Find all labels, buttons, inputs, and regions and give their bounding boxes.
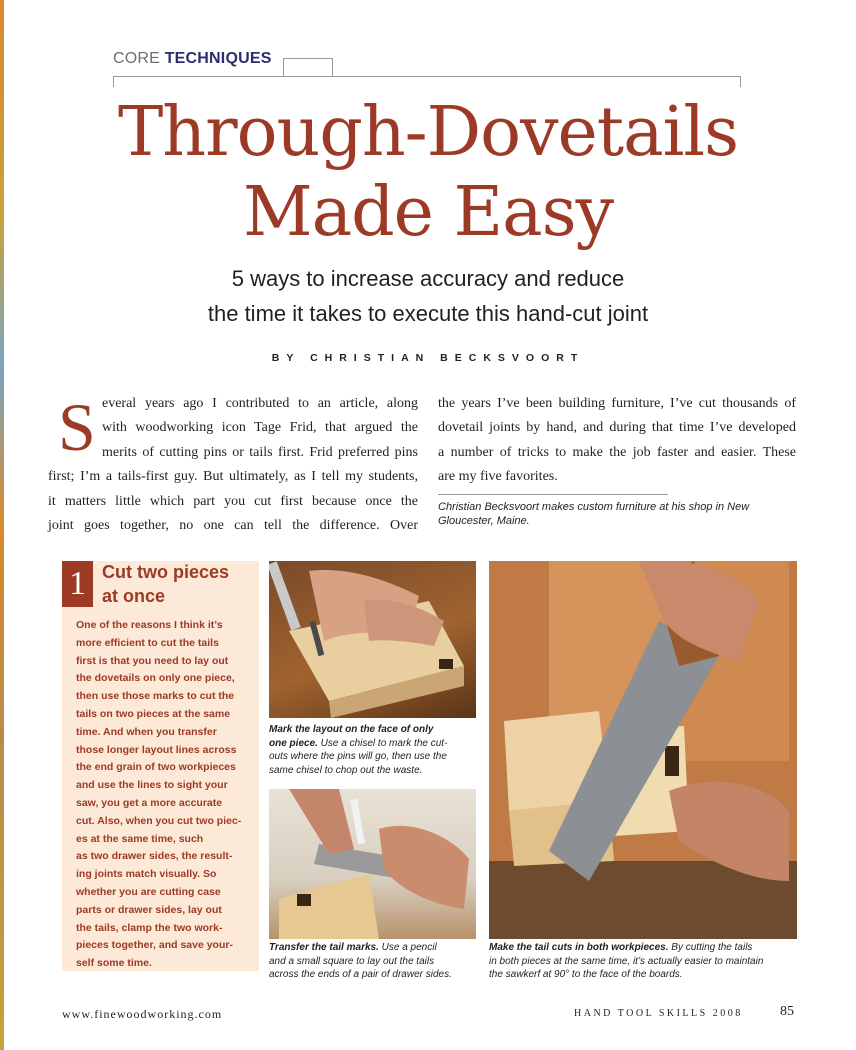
tip-number: 1 <box>62 561 93 607</box>
section-label-techniques: TECHNIQUES <box>164 50 272 67</box>
page-edge-strip <box>0 0 4 1050</box>
article-title-line-2: Made Easy <box>242 173 614 252</box>
photo-saw-tails-art <box>489 561 797 939</box>
byline: BY CHRISTIAN BECKSVOORT <box>271 352 585 364</box>
caption-text: in both pieces at the same time, it’s actually easier to maintain <box>489 955 764 967</box>
caption-text: Use a chisel to mark the cut- <box>317 737 448 749</box>
section-label <box>113 50 272 68</box>
tip-body-line: whether you are cutting case <box>76 885 221 898</box>
tip-body-line: and use the lines to sight your <box>76 779 228 792</box>
caption-text: the sawkerf at 90° to the face of the boards. <box>489 969 683 980</box>
tip-body-line: the end grain of two workpieces <box>76 761 236 774</box>
page-number: 85 <box>780 1004 794 1019</box>
tip-body-line: more efficient to cut the tails <box>76 636 219 649</box>
caption-bold: one piece. <box>269 737 318 749</box>
tip-body-line: tails on two pieces at the same <box>76 707 231 720</box>
caption-bold: Make the tail cuts in both workpieces. <box>489 942 669 953</box>
caption-text: Use a pencil <box>378 942 437 953</box>
header-rule <box>113 76 741 87</box>
intro-line: a number of tricks to make the job faster and easier. These <box>438 444 796 460</box>
caption-text: and a small square to lay out the tails <box>269 955 435 967</box>
author-bio: Christian Becksvoort makes custom furniture at his shop in New Gloucester, Maine. <box>438 501 750 527</box>
tip-body-line: the tails, clamp the two work- <box>76 921 223 934</box>
tip-body-line: the dovetails on only one piece, <box>76 672 235 685</box>
intro-line: first; I’m a tails-first guy. But ultimately, as I tell my students, <box>48 469 418 485</box>
intro-line: everal years ago I contributed to an article, along <box>102 396 418 411</box>
intro-line: dovetail joints by hand, and during that time I’ve developed <box>438 420 796 436</box>
deck-line-2: the time it takes to execute this hand-cut joint <box>207 301 649 326</box>
caption-mark-layout <box>269 723 474 777</box>
intro-column-left <box>48 389 418 538</box>
photo-mark-layout <box>269 561 476 718</box>
caption-transfer-tails <box>269 941 479 982</box>
deck-line-1: 5 ways to increase accuracy and reduce <box>231 266 625 291</box>
photo-saw-tails <box>489 561 797 939</box>
caption-bold: Mark the layout on the face of only <box>269 724 434 735</box>
intro-line: joint goes together, no one can tell the difference. Over <box>48 518 418 534</box>
drop-cap: S <box>58 389 96 465</box>
section-label-bracket <box>283 58 333 77</box>
tip-body-line: self some time. <box>76 957 152 970</box>
bio-rule <box>438 494 668 495</box>
caption-text: same chisel to chop out the waste. <box>269 764 423 776</box>
tip-heading-line: at once <box>102 586 166 606</box>
intro-column-right <box>438 392 796 490</box>
caption-text: By cutting the tails <box>668 942 753 953</box>
tip-body-line: es at the same time, such <box>76 832 204 845</box>
tip-body-line: then use those marks to cut the <box>76 690 235 703</box>
photo-transfer-tails-art <box>269 789 476 939</box>
caption-saw-tails <box>489 941 799 982</box>
footer-url: www.finewoodworking.com <box>62 1007 223 1021</box>
intro-line: the years I’ve been building furniture, I’ve cut thousands of <box>438 396 796 411</box>
photo-mark-layout-art <box>269 561 476 718</box>
tip-body-line: first is that you need to lay out <box>76 654 229 667</box>
section-label-core: CORE <box>113 50 161 67</box>
tip-heading <box>102 560 262 608</box>
intro-line: it matters little which part you cut first because once the <box>48 493 418 509</box>
intro-line: are my five favorites. <box>438 469 558 485</box>
tip-body-line: pieces together, and save your- <box>76 939 233 952</box>
tip-body-line: saw, you get a more accurate <box>76 796 223 809</box>
tip-body-line: One of the reasons I think it’s <box>76 619 223 631</box>
caption-bold: Transfer the tail marks. <box>269 942 379 953</box>
tip-body-line: cut. Also, when you cut two piec- <box>76 814 242 827</box>
intro-line: with woodworking icon Tage Frid, that argued the <box>102 420 418 436</box>
caption-text: across the ends of a pair of drawer sides. <box>269 969 452 980</box>
intro-line: merits of cutting pins or tails first. Frid preferred pins <box>102 444 418 460</box>
tip-body-line: time. And when you transfer <box>76 725 217 738</box>
caption-text: outs where the pins will go, then use the <box>269 751 447 762</box>
tip-body-line: parts or drawer sides, lay out <box>76 903 222 916</box>
article-title-line-1: Through-Dovetails <box>117 93 739 172</box>
photo-transfer-tails <box>269 789 476 939</box>
footer-magazine: HAND TOOL SKILLS 2008 <box>574 1008 743 1019</box>
tip-body-line: as two drawer sides, the result- <box>76 850 233 863</box>
tip-body-line: those longer layout lines across <box>76 743 237 756</box>
tip-body-line: ing joints match visually. So <box>76 868 217 881</box>
tip-heading-line: Cut two pieces <box>102 562 230 582</box>
tip-body <box>76 617 260 973</box>
